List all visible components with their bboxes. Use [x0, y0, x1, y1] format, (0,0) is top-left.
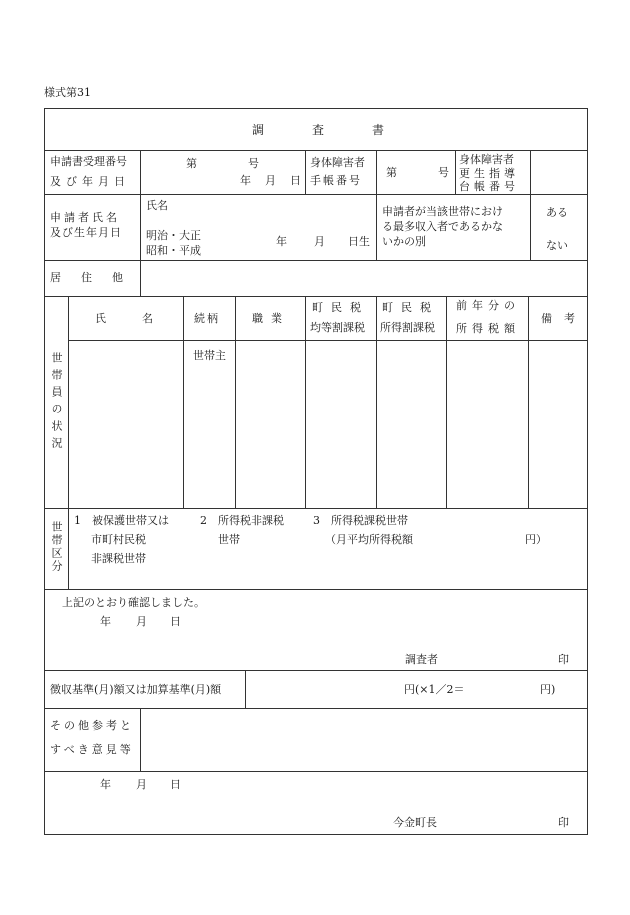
yen-formula: 円(×1／2＝	[404, 683, 465, 696]
year-label: 年	[100, 615, 111, 628]
col-name: 氏名	[95, 312, 189, 325]
investigator-label: 調査者	[405, 653, 438, 666]
day-label: 日	[170, 615, 181, 628]
day-label: 日	[290, 174, 301, 187]
seal-mark: 印	[558, 653, 569, 666]
applicant-name-label: 及び生年月日	[50, 226, 122, 239]
rule-line	[183, 296, 184, 508]
rule-line	[376, 296, 377, 508]
category-side-label: 世帯区分	[50, 521, 63, 573]
col-note: 備考	[541, 312, 587, 325]
rule-line	[44, 670, 588, 671]
kosei-label: 身体障害者	[459, 153, 514, 166]
shintai-label: 手帳番号	[310, 174, 362, 187]
rule-line	[528, 296, 529, 508]
category-option-1: 1 被保護世帯又は	[74, 514, 169, 527]
year-label: 年	[240, 174, 251, 187]
rule-line	[44, 708, 588, 709]
shintai-label: 身体障害者	[310, 156, 365, 169]
household-side-label: 世帯員の状況	[50, 352, 63, 454]
yen-close: 円)	[540, 683, 556, 696]
head-of-household: 世帯主	[193, 349, 226, 362]
residence-label: 居住他	[50, 271, 143, 284]
category-option-3-yen: 円）	[525, 533, 547, 546]
month-label: 月	[136, 778, 147, 791]
confirm-text: 上記のとおり確認しました。	[62, 596, 205, 609]
form-number: 様式第31	[44, 86, 91, 99]
aru-option: ある	[546, 206, 568, 219]
name-label: 氏名	[146, 199, 168, 212]
rule-line	[305, 150, 306, 194]
nai-option: ない	[546, 239, 568, 252]
era-label: 昭和・平成	[146, 244, 201, 257]
category-option-3: （月平均所得税額	[325, 533, 413, 546]
kosei-label: 台帳番号	[459, 180, 519, 193]
dai-label: 第	[386, 166, 397, 179]
category-option-3: 3 所得税課税世帯	[313, 514, 408, 527]
era-label: 明治・大正	[146, 229, 201, 242]
category-option-1: 市町村民税	[91, 533, 146, 546]
rule-line	[140, 708, 141, 771]
applicant-name-label: 申請者氏名	[50, 211, 120, 224]
app-no-label: 申請書受理番号	[50, 155, 127, 168]
col-town-tax: 町民税	[312, 301, 369, 314]
rule-line	[44, 296, 588, 297]
app-no-label: 及び年月日	[50, 175, 130, 188]
month-label: 月	[136, 615, 147, 628]
rule-line	[44, 194, 588, 195]
form-title: 調査書	[252, 123, 433, 137]
col-prev-year: 前年分の	[456, 299, 520, 312]
rule-line	[235, 296, 236, 508]
question-text: 申請者が当該世帯におけ	[382, 205, 503, 218]
rule-line	[376, 194, 377, 260]
mayor-label: 今金町長	[393, 816, 437, 829]
rule-line	[305, 296, 306, 508]
month-label: 月	[314, 235, 325, 248]
rule-line	[44, 260, 588, 261]
category-option-2: 世帯	[218, 533, 240, 546]
day-born-label: 日生	[348, 235, 370, 248]
rule-line	[455, 150, 456, 194]
question-text: いかの別	[382, 235, 426, 248]
year-label: 年	[276, 235, 287, 248]
dai-label: 第	[186, 157, 197, 170]
rule-line	[530, 194, 531, 260]
question-text: る最多収入者であるかな	[382, 220, 503, 233]
col-income-tax: 所得割課税	[380, 321, 435, 334]
day-label: 日	[170, 778, 181, 791]
standard-amount-label: 徴収基準(月)額又は加算基準(月)額	[50, 683, 222, 696]
category-option-1: 非課税世帯	[91, 552, 146, 565]
rule-line	[530, 150, 531, 194]
year-label: 年	[100, 778, 111, 791]
rule-line	[44, 150, 588, 151]
other-opinion-label: すべき意見等	[50, 743, 134, 756]
go-label: 号	[438, 166, 449, 179]
col-relation: 続柄	[194, 312, 220, 325]
col-town-tax: 均等割課税	[310, 321, 365, 334]
rule-line	[446, 296, 447, 508]
seal-mark: 印	[558, 816, 569, 829]
go-label: 号	[248, 157, 259, 170]
kosei-label: 更生指導	[459, 167, 519, 180]
other-opinion-label: その他参考と	[50, 719, 134, 732]
col-job: 職業	[252, 312, 290, 325]
category-option-2: 2 所得税非課税	[200, 514, 284, 527]
col-income-tax: 町民税	[382, 301, 439, 314]
rule-line	[140, 194, 141, 260]
rule-line	[44, 508, 588, 509]
rule-line	[68, 296, 69, 589]
rule-line	[245, 670, 246, 708]
rule-line	[68, 340, 588, 341]
rule-line	[44, 589, 588, 590]
rule-line	[44, 771, 588, 772]
rule-line	[376, 150, 377, 194]
col-prev-year: 所得税額	[456, 322, 520, 335]
month-label: 月	[265, 174, 276, 187]
rule-line	[140, 150, 141, 194]
